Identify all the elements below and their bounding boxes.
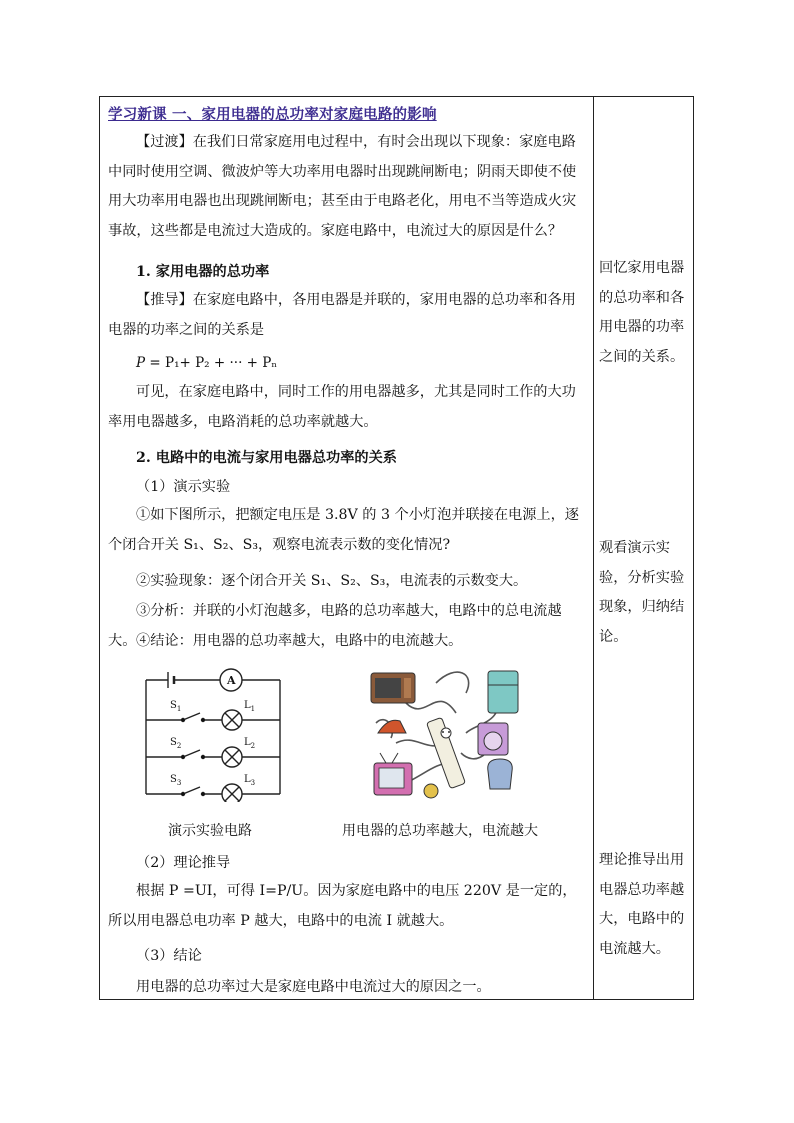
step-4: ④结论：用电器的总功率越大，电路中的电流越大。	[136, 633, 463, 649]
conclusion-paragraph: 可见，在家庭电路中，同时工作的用电器越多，尤其是同时工作的大功率用电器越多，电路消耗的总功率就越大。	[108, 384, 576, 430]
ammeter-label: A	[227, 674, 236, 687]
theory-paragraph: 根据 P =UI，可得 I=P/U。因为家庭电路中的电压 220V 是一定的，所以用电器总电功率 P 越大，电路中的电流 I 就越大。	[108, 883, 577, 929]
caption-circuit: 演示实验电路	[168, 823, 252, 839]
appliances-illustration	[366, 663, 536, 813]
final-conclusion: 用电器的总功率过大是家庭电路中电流过大的原因之一。	[136, 979, 491, 995]
lesson-table	[99, 96, 694, 1000]
power-formula	[136, 355, 277, 371]
side-note-1: 回忆家用电器的总功率和各用电器的功率之间的关系。	[599, 260, 685, 365]
step-2: ②实验现象：逐个闭合开关 S₁、S₂、S₃，电流表的示数变大。	[136, 573, 528, 589]
caption-appliances: 用电器的总功率越大，电流越大	[342, 823, 538, 839]
side-note-3: 理论推导出用电器总功率越大，电路中的电流越大。	[599, 852, 685, 957]
derivation-paragraph: 【推导】在家庭电路中，各用电器是并联的，家用电器的总功率和各用电器的功率之间的关系是	[108, 292, 576, 338]
lamp-l2-label: $L_2$	[244, 737, 256, 750]
switch-s1-label: $S_1$	[170, 700, 182, 713]
circuit-diagram	[138, 662, 288, 802]
side-note-2: 观看演示实验，分析实验现象，归纳结论。	[599, 540, 685, 645]
step-3: ③分析：并联的小灯泡越多，电路的总功率越大，电路中的总电流越大。	[108, 603, 562, 649]
sub-heading-conclusion: （3）结论	[136, 948, 202, 964]
section-title: 学习新课 一、家用电器的总功率对家庭电路的影响	[108, 106, 437, 123]
heading-total-power: 1. 家用电器的总功率	[136, 264, 270, 280]
lamp-l1-label: $L_1$	[244, 700, 256, 713]
switch-s2-label: $S_2$	[170, 737, 182, 750]
sub-heading-demo: （1）演示实验	[136, 479, 231, 495]
sub-heading-theory: （2）理论推导	[136, 855, 231, 871]
formula-lhs: P	[136, 355, 146, 371]
transition-paragraph: 【过渡】在我们日常家庭用电过程中，有时会出现以下现象：家庭电路中同时使用空调、微波炉等大功率用电器时出现跳闸断电；阴雨天即使不使用大功率用电器也出现跳闸断电；甚至由于电路老化，用电不当等造成火灾事故，这些都是电流过大造成的。家庭电路中，电流过大的原因是什么？	[108, 134, 577, 239]
lamp-l3-label: $L_3$	[244, 774, 256, 787]
step-1: ①如下图所示，把额定电压是 3.8V 的 3 个小灯泡并联接在电源上，逐个闭合开关 S₁、S₂、S₃，观察电流表示数的变化情况?	[108, 507, 579, 553]
heading-current-power: 2. 电路中的电流与家用电器总功率的关系	[136, 450, 397, 466]
formula-rhs: = P₁+ P₂ + ··· + Pₙ	[149, 355, 278, 371]
switch-s3-label: $S_3$	[170, 774, 182, 787]
column-divider	[593, 97, 594, 999]
